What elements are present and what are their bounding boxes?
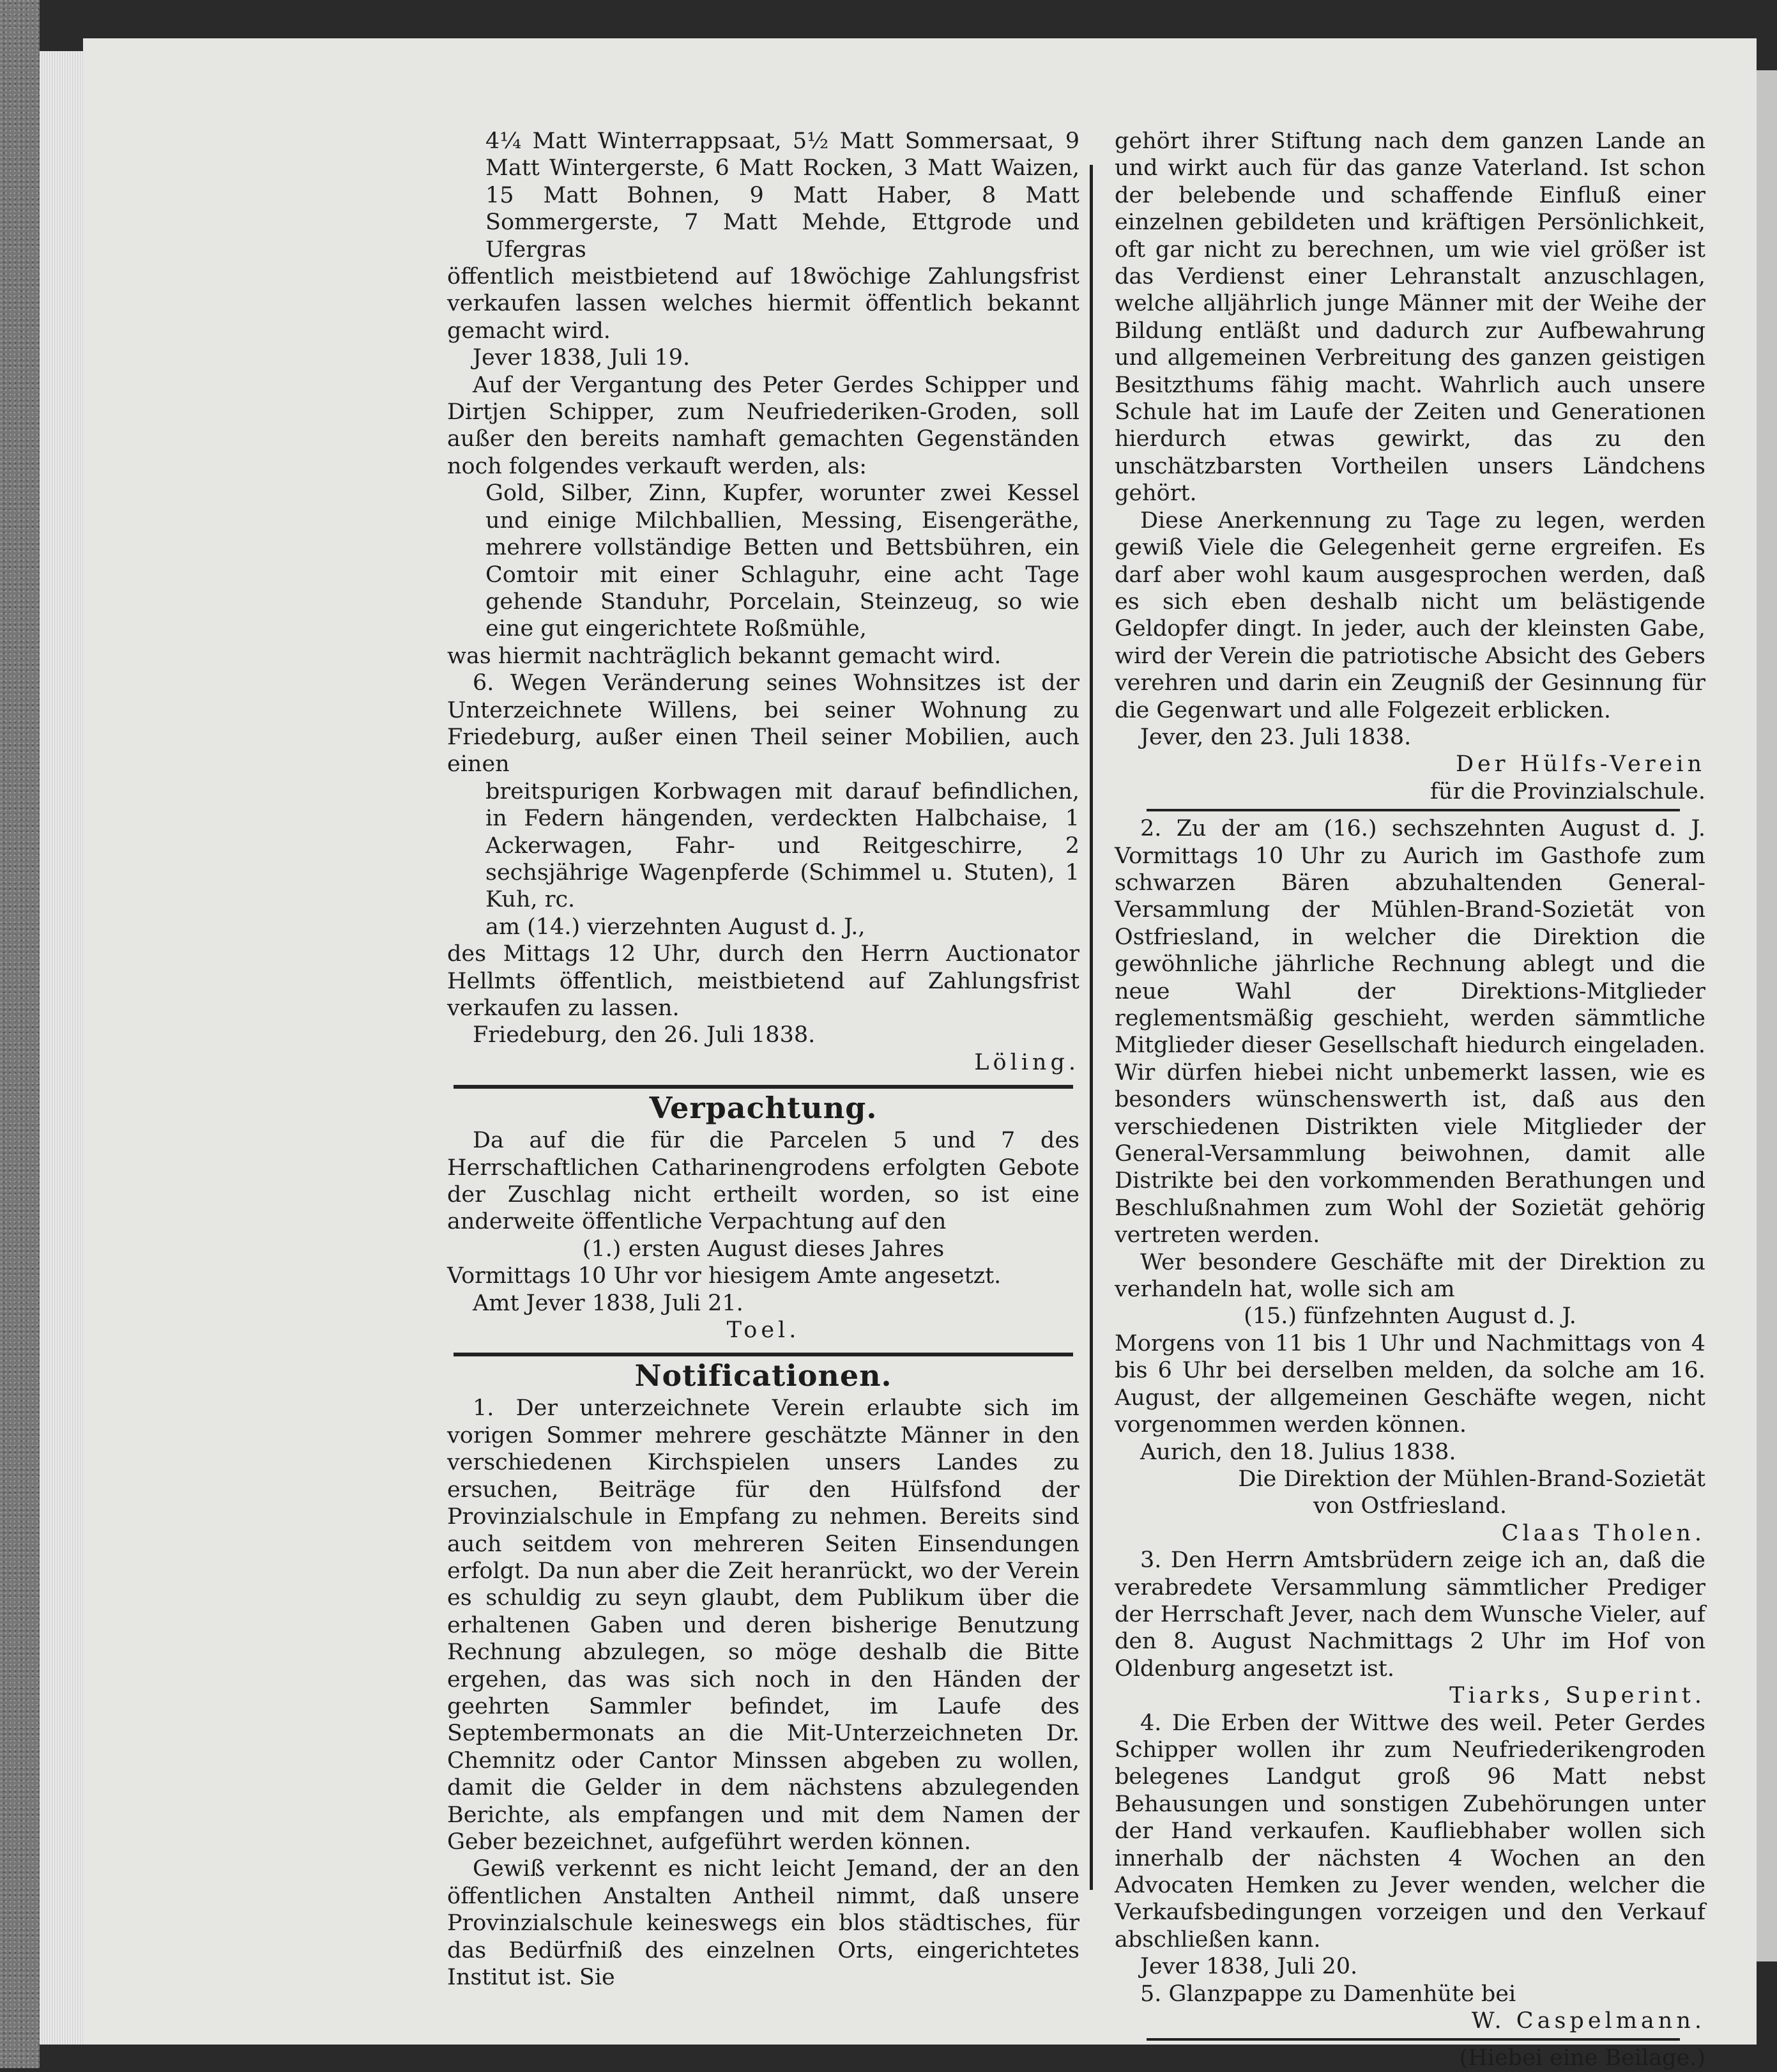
sale-item-list: 4¼ Matt Winterrappsaat, 5½ Matt Sommersaat, 9 Matt Wintergerste, 6 Matt Rocken, 3 Matt Waizen, 15 Matt Bohnen, 9 Matt Haber, 8 Matt Sommergerste, 7 Matt Mehde, Ettgrode und Ufergras [485, 128, 1079, 263]
book-cover-edge [0, 0, 40, 2068]
notice-rule [1147, 2038, 1680, 2041]
notice-2-business: Wer besondere Geschäfte mit der Direktion zu verhandeln hat, wolle sich am [1115, 1249, 1705, 1303]
verpachtung-time: Vormittags 10 Uhr vor hiesigem Amte angesetzt. [447, 1263, 1002, 1289]
auction-end: was hiermit nachträglich bekannt gemacht wird. [447, 643, 1002, 669]
notice-1-continued-right: gehört ihrer Stiftung nach dem ganzen Lande an und wirkt auch für das ganze Vaterland. Ist schon der belebende und schaffende Einfluß einer einzelnen gebildeten und kräftigen Persönlichkeit, oft gar nicht zu berechnen, um wie viel größer ist das Verdienst einer Lehranstalt anzuschlagen, welche alljährlich junge Männer mit der Weihe der Bildung entläßt und dadurch zur Aufbewahrung und allgemeinen Verbreitung des ganzen geistigen Besitzthums fähig macht. Wahrlich auch unsere Schule hat im Laufe der Zeiten und Generationen hierdurch etwas gewirkt, das zu den unschätzbarsten Vortheilen unsers Ländchens gehört. [1115, 128, 1705, 507]
verpachtung-signature: Toel. [726, 1317, 800, 1344]
notice-2-place: Aurich, den 18. Julius 1838. [1140, 1439, 1456, 1465]
page-right-shadow [1757, 70, 1777, 1961]
notice-6-date: am (14.) vierzehnten August d. J., [485, 914, 866, 940]
left-column [447, 128, 1079, 1991]
notice-2-signature-3: Claas Tholen. [1501, 1520, 1705, 1546]
notice-1-date: Jever, den 23. Juli 1838. [1140, 724, 1412, 750]
notice-5-text: 5. Glanzpappe zu Damenhüte bei [1140, 1981, 1516, 2007]
notice-1-signature-1: Der Hülfs-Verein [1455, 751, 1705, 778]
notice-1-continued: Gewiß verkennt es nicht leicht Jemand, der an den öffentlichen Anstalten Antheil nimmt, daß unsere Provinzialschule keineswegs ein blos städtisches, für das Bedürfniß des einzelnen Orts, eingerichtetes Institut ist. Sie [447, 1856, 1079, 1990]
verpachtung-heading: Verpachtung. [649, 1091, 878, 1126]
notice-3-signature: Tiarks, Superint. [1449, 1683, 1705, 1709]
notice-6-items: breitspurigen Korbwagen mit darauf befindlichen, in Federn hängenden, verdeckten Halbchaise, 1 Ackerwagen, Fahr- und Reitgeschirre, 2 sechsjährige Wagenpferde (Schimmel u. Stuten), 1 Kuh, rc. [485, 778, 1079, 913]
notice-4-text: 4. Die Erben der Wittwe des weil. Peter Gerdes Schipper wollen ihr zum Neufriederikengroden belegenes Landgut groß 96 Matt nebst Behausungen und sonstigen Zubehörungen unter der Hand verkaufen. Kaufliebhaber wollen sich innerhalb der nächsten 4 Wochen an den Advocaten Hemken zu Jever wenden, welcher die Verkaufsbedingungen vorzeigen und den Verkauf abschließen kann. [1115, 1710, 1705, 1953]
notice-6-place: Friedeburg, den 26. Juli 1838. [473, 1022, 816, 1048]
notice-1-signature-2: für die Provinzialschule. [1430, 778, 1705, 804]
column-divider [1090, 165, 1093, 1890]
notice-3-text: 3. Den Herrn Amtsbrüdern zeige ich an, daß die verabredete Versammlung sämmtlicher Prediger der Herrschaft Jever, nach dem Wunsche Vieler, auf den 8. August Nachmittags 2 Uhr im Hof von Oldenburg angesetzt ist. [1115, 1547, 1705, 1682]
verpachtung-text: Da auf die für die Parcelen 5 und 7 des Herrschaftlichen Catharinengrodens erfolgten Gebote der Zuschlag nicht ertheilt worden, so ist eine anderweite öffentliche Verpachtung auf den [447, 1128, 1079, 1235]
supplement-note: (Hiebei eine Beilage.) [1459, 2045, 1705, 2071]
sale-notice-text: öffentlich meistbietend auf 18wöchige Zahlungsfrist verkaufen lassen welches hiermit öffentlich bekannt gemacht wird. [447, 264, 1079, 344]
notice-5-signature: W. Caspelmann. [1471, 2008, 1705, 2034]
notificationen-heading: Notificationen. [634, 1358, 892, 1393]
sale-notice-date: Jever 1838, Juli 19. [473, 345, 690, 371]
notice-6-signature: Löling. [974, 1049, 1079, 1075]
notice-2-date: (15.) fünfzehnten August d. J. [1244, 1303, 1576, 1330]
notice-2-signature-1: Die Direktion der Mühlen-Brand-Sozietät [1238, 1466, 1705, 1492]
notice-6-end: des Mittags 12 Uhr, durch den Herrn Auctionator Hellmts öffentlich, meistbietend auf Zahlungsfrist verkaufen zu lassen. [447, 941, 1079, 1021]
right-column [1115, 128, 1705, 2072]
notice-1-appeal: Diese Anerkennung zu Tage zu legen, werden gewiß Viele die Gelegenheit gerne ergreifen. Es darf aber wohl kaum ausgesprochen werden, daß es sich eben deshalb nicht um belästigende Geldopfer dingt. In jeder, auch der kleinsten Gabe, wird der Verein die patriotische Absicht des Gebers verehren und darin ein Zeugniß der Gesinnung für die Gegenwart und alle Folgezeit erblicken. [1115, 507, 1705, 723]
notice-4-date: Jever 1838, Juli 20. [1140, 1954, 1358, 1980]
notice-2-text: 2. Zu der am (16.) sechszehnten August d. J. Vormittags 10 Uhr zu Aurich im Gasthofe zum schwarzen Bären abzuhaltenden General-Versammlung der Mühlen-Brand-Sozietät von Ostfriesland, in welcher die Direktion die gewöhnliche jährliche Rechnung ablegt und die neue Wahl der Direktions-Mitglieder reglementsmäßig geschieht, werden sämmtliche Mitglieder dieser Gesellschaft hiedurch eingeladen. Wir dürfen hiebei nicht unbemerkt lassen, wie es besonders wünschenswerth ist, daß aus den verschiedenen Distrikten viele Mitglieder der General-Versammlung beiwohnen, damit alle Distrikte bei den vorkommenden Berathungen und Beschlußnahmen zum Wohl der Sozietät gehörig vertreten werden. [1115, 816, 1705, 1248]
auction-intro: Auf der Vergantung des Peter Gerdes Schipper und Dirtjen Schipper, zum Neufriederiken-Groden, soll außer den bereits namhaft gemachten Gegenständen noch folgendes verkauft werden, als: [447, 372, 1079, 479]
verpachtung-date: (1.) ersten August dieses Jahres [582, 1236, 945, 1262]
verpachtung-place: Amt Jever 1838, Juli 21. [473, 1290, 744, 1316]
notice-rule [1147, 809, 1680, 811]
auction-items: Gold, Silber, Zinn, Kupfer, worunter zwei Kessel und einige Milchballien, Messing, Eisengeräthe, mehrere vollständige Betten und Bettsbühren, ein Comtoir mit einer Schlaguhr, eine acht Tage gehende Standuhr, Porcelain, Steinzeug, so wie eine gut eingerichtete Roßmühle, [485, 480, 1079, 642]
notice-2-hours: Morgens von 11 bis 1 Uhr und Nachmittags von 4 bis 6 Uhr bei derselben melden, da solche am 16. August, der allgemeinen Geschäfte wegen, nicht vorgenommen werden können. [1115, 1330, 1705, 1438]
notice-1-text: 1. Der unterzeichnete Verein erlaubte sich im vorigen Sommer mehrere geschätzte Männer in den verschiedenen Kirchspielen unsers Landes zu ersuchen, Beiträge für den Hülfsfond der Provinzialschule in Empfang zu nehmen. Bereits sind auch seitdem von mehreren Seiten Einsendungen erfolgt. Da nun aber die Zeit heranrückt, wo der Verein es schuldig zu seyn glaubt, dem Publikum über die erhaltenen Gaben und deren bisherige Benutzung Rechnung abzulegen, so möge deshalb die Bitte ergehen, das was sich noch in den Händen der geehrten Sammler befindet, im Laufe des Septembermonats an die Mit-Unterzeichneten Dr. Chemnitz oder Cantor Minssen abgeben zu wollen, damit die Gelder in dem nächstens abzulegenden Berichte, als empfangen und mit dem Namen der Geber bezeichnet, aufgeführt werden können. [447, 1395, 1079, 1855]
notice-2-signature-2: von Ostfriesland. [1313, 1493, 1507, 1519]
notice-6-intro: 6. Wegen Veränderung seines Wohnsitzes ist der Unterzeichnete Willens, bei seiner Wohnung zu Friedeburg, außer einen Theil seiner Mobilien, auch einen [447, 670, 1079, 778]
